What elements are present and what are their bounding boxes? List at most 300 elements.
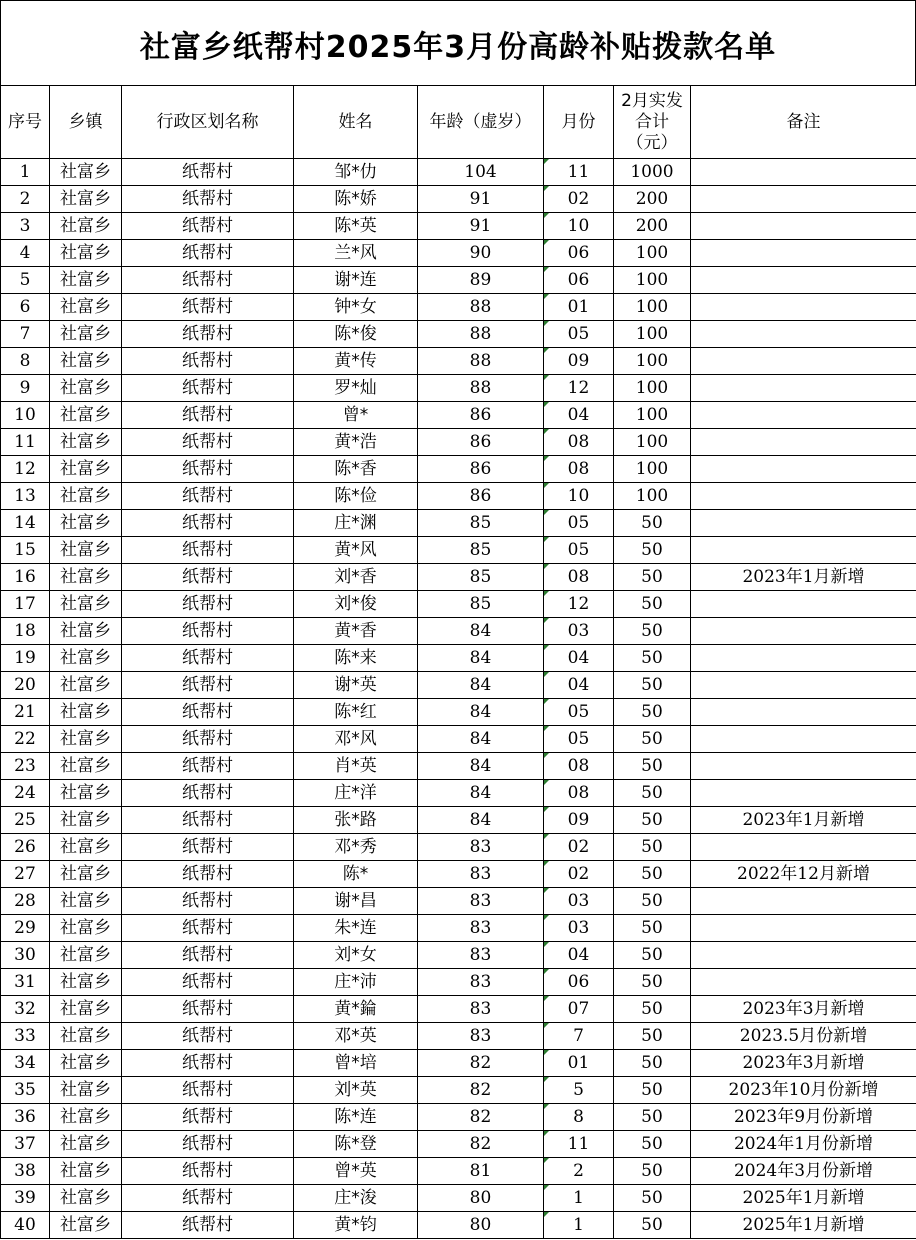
cell-total: 50: [614, 510, 691, 537]
cell-name: 庄*沛: [294, 969, 418, 996]
cell-note: 2024年1月份新增: [691, 1131, 916, 1158]
cell-town: 社富乡: [50, 753, 122, 780]
cell-total: 100: [614, 240, 691, 267]
cell-total: 50: [614, 1077, 691, 1104]
cell-town: 社富乡: [50, 1212, 122, 1239]
cell-name: 黄*錀: [294, 996, 418, 1023]
cell-no: 5: [1, 267, 50, 294]
cell-village: 纸帮村: [122, 591, 294, 618]
cell-month: 01: [544, 294, 614, 321]
table-row: [1, 861, 916, 888]
cell-month: 05: [544, 726, 614, 753]
cell-note: 2023年10月份新增: [691, 1077, 916, 1104]
table-row: [1, 834, 916, 861]
cell-month: 12: [544, 591, 614, 618]
cell-name: 钟*女: [294, 294, 418, 321]
cell-village: 纸帮村: [122, 294, 294, 321]
cell-town: 社富乡: [50, 780, 122, 807]
cell-total: 50: [614, 888, 691, 915]
table-row: [1, 645, 916, 672]
cell-town: 社富乡: [50, 1158, 122, 1185]
cell-note: [691, 294, 916, 321]
cell-total: 50: [614, 672, 691, 699]
cell-age: 80: [418, 1212, 544, 1239]
header-total-line3: （元）: [626, 132, 678, 153]
cell-note: 2023年3月新增: [691, 996, 916, 1023]
cell-month: 08: [544, 753, 614, 780]
table-row: [1, 267, 916, 294]
cell-total: 50: [614, 942, 691, 969]
cell-village: 纸帮村: [122, 375, 294, 402]
cell-age: 85: [418, 510, 544, 537]
cell-note: [691, 348, 916, 375]
cell-total: 50: [614, 618, 691, 645]
table-row: [1, 213, 916, 240]
cell-month: 03: [544, 888, 614, 915]
cell-name: 陈*连: [294, 1104, 418, 1131]
cell-no: 31: [1, 969, 50, 996]
cell-village: 纸帮村: [122, 267, 294, 294]
cell-age: 82: [418, 1104, 544, 1131]
cell-town: 社富乡: [50, 321, 122, 348]
cell-total: 100: [614, 375, 691, 402]
table-row: [1, 996, 916, 1023]
cell-no: 14: [1, 510, 50, 537]
cell-total: 100: [614, 402, 691, 429]
table-row: [1, 483, 916, 510]
cell-total: 50: [614, 1212, 691, 1239]
cell-name: 邓*英: [294, 1023, 418, 1050]
cell-note: [691, 699, 916, 726]
cell-village: 纸帮村: [122, 834, 294, 861]
cell-total: 50: [614, 861, 691, 888]
header-month: 月份: [544, 86, 614, 159]
cell-total: 50: [614, 1185, 691, 1212]
cell-town: 社富乡: [50, 240, 122, 267]
table-row: [1, 402, 916, 429]
cell-name: 刘*香: [294, 564, 418, 591]
table-row: [1, 294, 916, 321]
cell-village: 纸帮村: [122, 618, 294, 645]
cell-note: [691, 780, 916, 807]
cell-month: 02: [544, 186, 614, 213]
cell-note: 2023年1月新增: [691, 564, 916, 591]
cell-town: 社富乡: [50, 537, 122, 564]
cell-no: 22: [1, 726, 50, 753]
cell-note: [691, 726, 916, 753]
cell-no: 1: [1, 159, 50, 186]
cell-age: 84: [418, 726, 544, 753]
cell-village: 纸帮村: [122, 1104, 294, 1131]
cell-town: 社富乡: [50, 726, 122, 753]
cell-town: 社富乡: [50, 429, 122, 456]
cell-note: 2024年3月份新增: [691, 1158, 916, 1185]
cell-village: 纸帮村: [122, 321, 294, 348]
cell-total: 50: [614, 1158, 691, 1185]
cell-month: 02: [544, 834, 614, 861]
cell-age: 84: [418, 618, 544, 645]
cell-name: 曾*英: [294, 1158, 418, 1185]
cell-no: 18: [1, 618, 50, 645]
cell-village: 纸帮村: [122, 861, 294, 888]
cell-name: 陈*俭: [294, 483, 418, 510]
cell-age: 86: [418, 429, 544, 456]
cell-town: 社富乡: [50, 1023, 122, 1050]
cell-village: 纸帮村: [122, 240, 294, 267]
table-row: [1, 618, 916, 645]
cell-month: 08: [544, 456, 614, 483]
table-row: [1, 780, 916, 807]
header-no: 序号: [1, 86, 50, 159]
cell-total: 50: [614, 564, 691, 591]
cell-village: 纸帮村: [122, 159, 294, 186]
table-row: [1, 240, 916, 267]
cell-note: [691, 510, 916, 537]
table-row: [1, 159, 916, 186]
cell-age: 83: [418, 861, 544, 888]
cell-village: 纸帮村: [122, 402, 294, 429]
cell-no: 30: [1, 942, 50, 969]
cell-total: 50: [614, 807, 691, 834]
cell-village: 纸帮村: [122, 1131, 294, 1158]
header-row: [1, 86, 916, 159]
table-row: [1, 186, 916, 213]
cell-age: 85: [418, 591, 544, 618]
cell-village: 纸帮村: [122, 1212, 294, 1239]
cell-no: 37: [1, 1131, 50, 1158]
header-note: 备注: [691, 86, 916, 159]
header-total-line1: 2月实发: [621, 90, 683, 111]
cell-month: 09: [544, 348, 614, 375]
cell-month: 09: [544, 807, 614, 834]
cell-age: 84: [418, 699, 544, 726]
cell-age: 86: [418, 402, 544, 429]
cell-total: 50: [614, 780, 691, 807]
cell-name: 陈*英: [294, 213, 418, 240]
cell-village: 纸帮村: [122, 915, 294, 942]
cell-age: 83: [418, 915, 544, 942]
cell-town: 社富乡: [50, 294, 122, 321]
cell-no: 19: [1, 645, 50, 672]
cell-age: 81: [418, 1158, 544, 1185]
cell-name: 陈*俊: [294, 321, 418, 348]
cell-month: 06: [544, 240, 614, 267]
cell-village: 纸帮村: [122, 996, 294, 1023]
table-row: [1, 456, 916, 483]
cell-village: 纸帮村: [122, 510, 294, 537]
table-row: [1, 807, 916, 834]
cell-village: 纸帮村: [122, 213, 294, 240]
table-row: [1, 1185, 916, 1212]
cell-village: 纸帮村: [122, 348, 294, 375]
cell-age: 86: [418, 483, 544, 510]
cell-month: 07: [544, 996, 614, 1023]
cell-month: 12: [544, 375, 614, 402]
cell-note: [691, 429, 916, 456]
table-row: [1, 969, 916, 996]
cell-note: [691, 915, 916, 942]
cell-note: 2023.5月份新增: [691, 1023, 916, 1050]
cell-village: 纸帮村: [122, 186, 294, 213]
cell-note: [691, 969, 916, 996]
cell-month: 8: [544, 1104, 614, 1131]
header-total: [614, 86, 691, 159]
cell-no: 21: [1, 699, 50, 726]
cell-total: 50: [614, 915, 691, 942]
cell-month: 11: [544, 1131, 614, 1158]
cell-town: 社富乡: [50, 348, 122, 375]
cell-month: 10: [544, 213, 614, 240]
table-row: [1, 672, 916, 699]
cell-village: 纸帮村: [122, 483, 294, 510]
table-row: [1, 1050, 916, 1077]
cell-name: 黄*传: [294, 348, 418, 375]
cell-note: 2022年12月新增: [691, 861, 916, 888]
cell-name: 黄*浩: [294, 429, 418, 456]
cell-village: 纸帮村: [122, 537, 294, 564]
cell-age: 83: [418, 888, 544, 915]
cell-total: 100: [614, 294, 691, 321]
cell-village: 纸帮村: [122, 942, 294, 969]
table-row: [1, 1158, 916, 1185]
cell-name: 陈*登: [294, 1131, 418, 1158]
cell-note: [691, 402, 916, 429]
cell-no: 28: [1, 888, 50, 915]
cell-name: 张*路: [294, 807, 418, 834]
cell-month: 1: [544, 1185, 614, 1212]
table-row: [1, 726, 916, 753]
cell-name: 谢*昌: [294, 888, 418, 915]
cell-month: 05: [544, 510, 614, 537]
cell-note: [691, 240, 916, 267]
cell-age: 89: [418, 267, 544, 294]
cell-no: 10: [1, 402, 50, 429]
cell-age: 84: [418, 807, 544, 834]
table-row: [1, 429, 916, 456]
cell-age: 83: [418, 942, 544, 969]
cell-total: 200: [614, 186, 691, 213]
cell-name: 庄*渊: [294, 510, 418, 537]
cell-month: 03: [544, 618, 614, 645]
cell-total: 50: [614, 969, 691, 996]
cell-no: 32: [1, 996, 50, 1023]
cell-town: 社富乡: [50, 1050, 122, 1077]
cell-age: 80: [418, 1185, 544, 1212]
table-row: [1, 591, 916, 618]
table-row: [1, 348, 916, 375]
cell-age: 90: [418, 240, 544, 267]
cell-name: 邓*风: [294, 726, 418, 753]
table-row: [1, 1023, 916, 1050]
cell-name: 陈*来: [294, 645, 418, 672]
table-row: [1, 537, 916, 564]
cell-no: 7: [1, 321, 50, 348]
cell-town: 社富乡: [50, 591, 122, 618]
cell-total: 50: [614, 834, 691, 861]
cell-town: 社富乡: [50, 672, 122, 699]
cell-age: 82: [418, 1050, 544, 1077]
cell-no: 16: [1, 564, 50, 591]
cell-total: 50: [614, 1050, 691, 1077]
cell-town: 社富乡: [50, 1185, 122, 1212]
cell-no: 36: [1, 1104, 50, 1131]
table-row: [1, 321, 916, 348]
cell-village: 纸帮村: [122, 753, 294, 780]
cell-total: 50: [614, 726, 691, 753]
cell-note: 2025年1月新增: [691, 1185, 916, 1212]
cell-town: 社富乡: [50, 456, 122, 483]
cell-no: 12: [1, 456, 50, 483]
table-row: [1, 942, 916, 969]
cell-no: 20: [1, 672, 50, 699]
cell-village: 纸帮村: [122, 888, 294, 915]
cell-no: 29: [1, 915, 50, 942]
cell-month: 11: [544, 159, 614, 186]
table-row: [1, 564, 916, 591]
document-title: 社富乡纸帮村2025年3月份高龄补贴拨款名单: [0, 0, 916, 86]
cell-note: [691, 186, 916, 213]
cell-note: [691, 753, 916, 780]
cell-note: [691, 321, 916, 348]
cell-note: 2023年9月份新增: [691, 1104, 916, 1131]
cell-age: 84: [418, 645, 544, 672]
cell-no: 27: [1, 861, 50, 888]
table-row: [1, 510, 916, 537]
table-row: [1, 1131, 916, 1158]
cell-village: 纸帮村: [122, 1023, 294, 1050]
table-row: [1, 888, 916, 915]
cell-name: 黄*钧: [294, 1212, 418, 1239]
cell-total: 100: [614, 348, 691, 375]
cell-total: 50: [614, 1131, 691, 1158]
cell-note: [691, 942, 916, 969]
cell-no: 6: [1, 294, 50, 321]
cell-note: [691, 456, 916, 483]
table-row: [1, 1212, 916, 1239]
cell-note: [691, 645, 916, 672]
cell-name: 邓*秀: [294, 834, 418, 861]
cell-month: 04: [544, 942, 614, 969]
cell-total: 200: [614, 213, 691, 240]
table-row: [1, 699, 916, 726]
cell-month: 05: [544, 321, 614, 348]
cell-no: 8: [1, 348, 50, 375]
header-town: 乡镇: [50, 86, 122, 159]
cell-town: 社富乡: [50, 834, 122, 861]
cell-month: 08: [544, 780, 614, 807]
cell-note: [691, 834, 916, 861]
cell-age: 86: [418, 456, 544, 483]
cell-village: 纸帮村: [122, 1077, 294, 1104]
cell-note: [691, 591, 916, 618]
cell-village: 纸帮村: [122, 564, 294, 591]
cell-town: 社富乡: [50, 1131, 122, 1158]
cell-age: 91: [418, 213, 544, 240]
cell-village: 纸帮村: [122, 645, 294, 672]
cell-town: 社富乡: [50, 1104, 122, 1131]
cell-name: 曾*: [294, 402, 418, 429]
cell-month: 04: [544, 402, 614, 429]
cell-note: [691, 213, 916, 240]
cell-total: 50: [614, 1104, 691, 1131]
cell-no: 9: [1, 375, 50, 402]
cell-name: 谢*英: [294, 672, 418, 699]
header-village: 行政区划名称: [122, 86, 294, 159]
cell-total: 100: [614, 321, 691, 348]
cell-no: 17: [1, 591, 50, 618]
cell-note: [691, 375, 916, 402]
cell-name: 兰*风: [294, 240, 418, 267]
cell-name: 庄*洋: [294, 780, 418, 807]
cell-age: 85: [418, 537, 544, 564]
cell-no: 38: [1, 1158, 50, 1185]
cell-town: 社富乡: [50, 969, 122, 996]
cell-age: 84: [418, 672, 544, 699]
cell-total: 100: [614, 429, 691, 456]
cell-age: 82: [418, 1077, 544, 1104]
cell-month: 04: [544, 672, 614, 699]
cell-no: 13: [1, 483, 50, 510]
cell-note: [691, 888, 916, 915]
cell-age: 91: [418, 186, 544, 213]
cell-town: 社富乡: [50, 159, 122, 186]
cell-town: 社富乡: [50, 375, 122, 402]
cell-village: 纸帮村: [122, 672, 294, 699]
cell-no: 25: [1, 807, 50, 834]
cell-village: 纸帮村: [122, 699, 294, 726]
cell-town: 社富乡: [50, 510, 122, 537]
cell-name: 邹*仂: [294, 159, 418, 186]
cell-age: 88: [418, 321, 544, 348]
cell-month: 02: [544, 861, 614, 888]
cell-total: 1000: [614, 159, 691, 186]
cell-no: 33: [1, 1023, 50, 1050]
cell-village: 纸帮村: [122, 807, 294, 834]
cell-note: [691, 618, 916, 645]
cell-name: 陈*娇: [294, 186, 418, 213]
cell-total: 50: [614, 1023, 691, 1050]
cell-total: 50: [614, 591, 691, 618]
cell-total: 100: [614, 483, 691, 510]
cell-name: 陈*香: [294, 456, 418, 483]
cell-month: 2: [544, 1158, 614, 1185]
cell-month: 08: [544, 564, 614, 591]
cell-name: 刘*俊: [294, 591, 418, 618]
table-row: [1, 1077, 916, 1104]
cell-month: 10: [544, 483, 614, 510]
cell-town: 社富乡: [50, 267, 122, 294]
cell-name: 罗*灿: [294, 375, 418, 402]
subsidy-table: [0, 85, 916, 1239]
cell-no: 2: [1, 186, 50, 213]
table-row: [1, 1104, 916, 1131]
cell-village: 纸帮村: [122, 726, 294, 753]
cell-name: 谢*连: [294, 267, 418, 294]
cell-month: 05: [544, 537, 614, 564]
cell-name: 陈*红: [294, 699, 418, 726]
cell-town: 社富乡: [50, 213, 122, 240]
cell-month: 06: [544, 969, 614, 996]
cell-total: 100: [614, 456, 691, 483]
cell-age: 85: [418, 564, 544, 591]
cell-total: 50: [614, 537, 691, 564]
cell-town: 社富乡: [50, 564, 122, 591]
cell-month: 05: [544, 699, 614, 726]
cell-name: 肖*英: [294, 753, 418, 780]
cell-village: 纸帮村: [122, 969, 294, 996]
cell-note: [691, 267, 916, 294]
cell-no: 26: [1, 834, 50, 861]
